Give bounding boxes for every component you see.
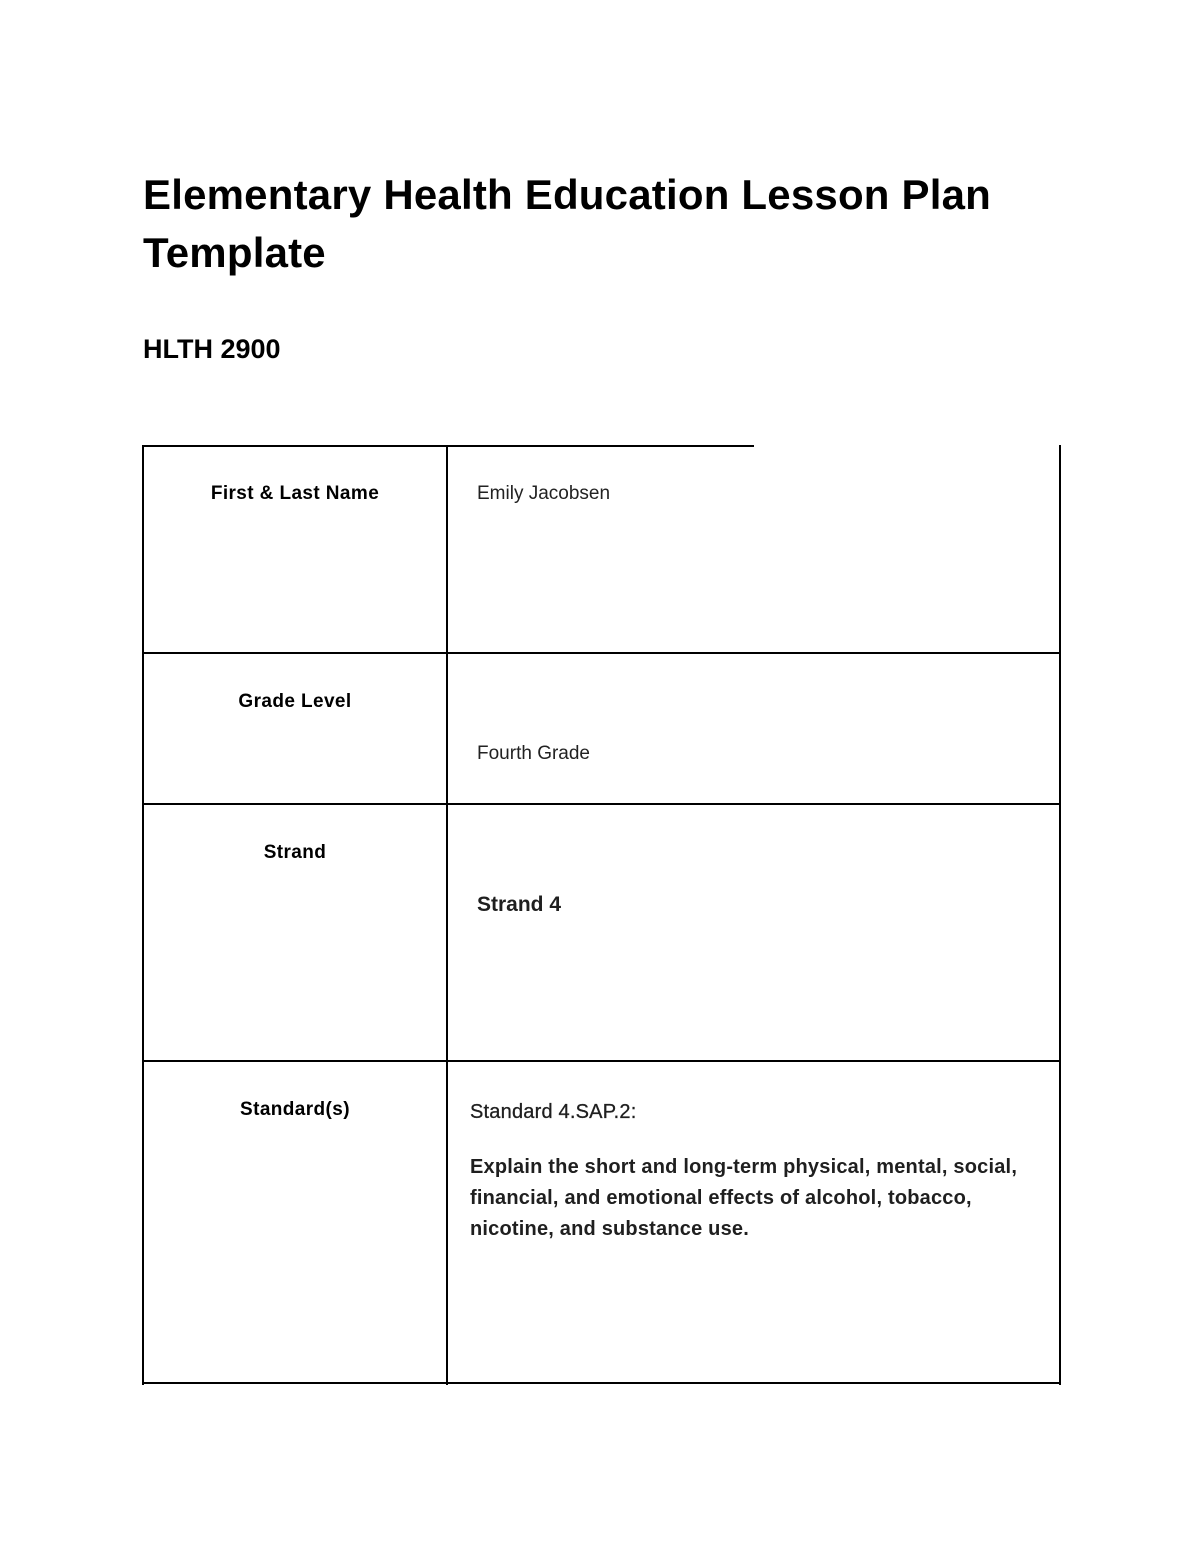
name-label: First & Last Name (210, 483, 380, 504)
grade-level-value: Fourth Grade (477, 743, 590, 764)
standards-label: Standard(s) (240, 1099, 350, 1120)
standards-content (470, 1097, 1040, 1245)
table-row-grade-level (142, 653, 1062, 804)
name-value: Emily Jacobsen (477, 483, 611, 504)
course-code: HLTH 2900 (143, 334, 281, 364)
table-row-standards (142, 1061, 1062, 1383)
standard-description: Explain the short and long-term physical, mental, social, financial, and emotional effects of alcohol, tobacco, nicotine, and substance use. (470, 1156, 1018, 1240)
lesson-plan-table (142, 445, 1062, 1385)
name-label-cell (142, 445, 448, 653)
grade-level-value-cell (448, 653, 1062, 804)
grade-level-label-cell (142, 653, 448, 804)
strand-value: Strand 4 (477, 893, 562, 916)
standards-label-cell (142, 1061, 448, 1383)
standard-code: Standard 4.SAP.2: (470, 1101, 637, 1123)
grade-level-label: Grade Level (238, 691, 352, 712)
standards-value-cell (448, 1061, 1062, 1383)
table-row-strand (142, 804, 1062, 1061)
strand-value-cell (448, 804, 1062, 1061)
strand-label: Strand (263, 842, 327, 863)
table-row-name (142, 445, 1062, 653)
page-title: Elementary Health Education Lesson Plan Template (143, 171, 992, 276)
strand-label-cell (142, 804, 448, 1061)
name-value-cell (448, 445, 1062, 653)
